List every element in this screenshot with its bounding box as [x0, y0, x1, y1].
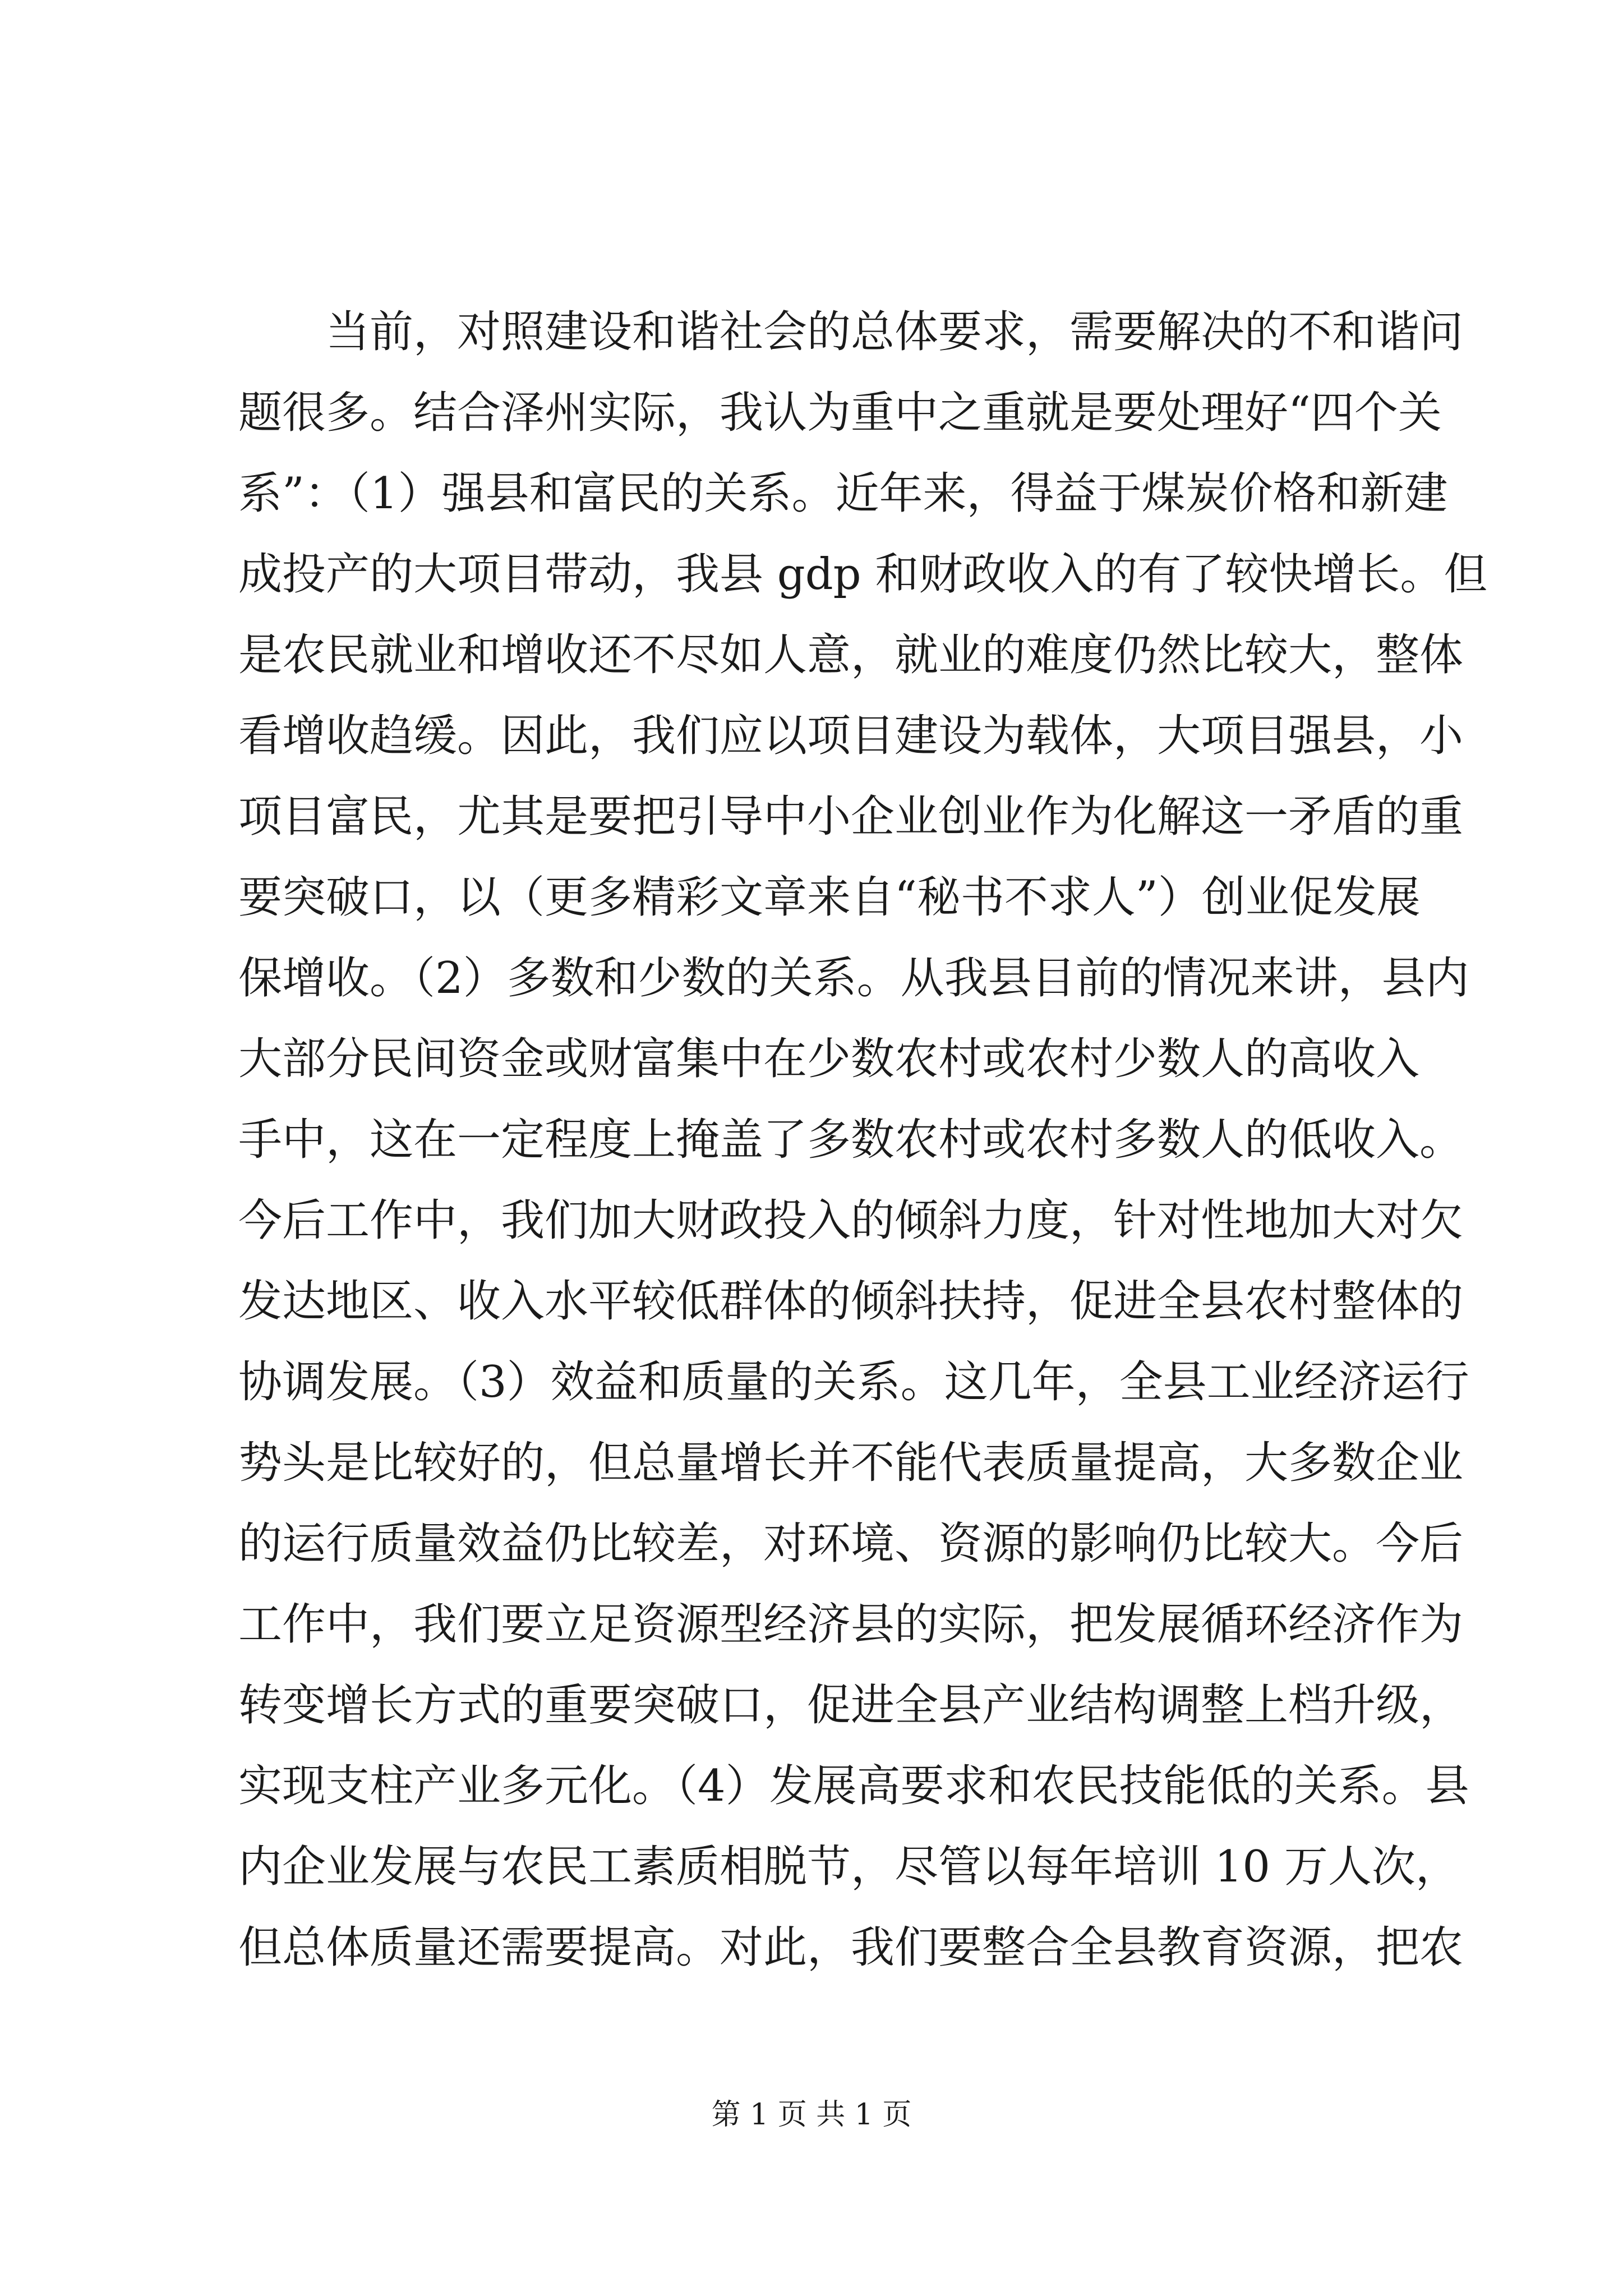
text-line: 题很多。结合泽州实际，我认为重中之重就是要处理好“四个关: [238, 388, 1442, 438]
text-line: 是农民就业和增收还不尽如人意，就业的难度仍然比较大，整体: [238, 630, 1464, 680]
text-line: 看增收趋缓。因此，我们应以项目建设为载体，大项目强县，小: [238, 711, 1464, 761]
text-line: 实现支柱产业多元化。（4）发展高要求和农民技能低的关系。县: [238, 1761, 1469, 1811]
text-line: 内企业发展与农民工素质相脱节，尽管以每年培训 10 万人次，: [238, 1842, 1459, 1892]
text-line: 手中，这在一定程度上掩盖了多数农村或农村多数人的低收入。: [238, 1115, 1464, 1165]
text-line: 当前，对照建设和谐社会的总体要求，需要解决的不和谐问: [326, 307, 1464, 357]
text-line: 大部分民间资金或财富集中在少数农村或农村少数人的高收入: [238, 1034, 1420, 1084]
text-line: 势头是比较好的，但总量增长并不能代表质量提高，大多数企业: [238, 1438, 1464, 1488]
text-line: 转变增长方式的重要突破口，促进全县产业结构调整上档升级，: [238, 1680, 1464, 1731]
text-line: 协调发展。（3）效益和质量的关系。这几年，全县工业经济运行: [238, 1357, 1469, 1407]
text-line: 的运行质量效益仍比较差，对环境、资源的影响仍比较大。今后: [238, 1519, 1464, 1569]
text-line: 保增收。（2）多数和少数的关系。从我县目前的情况来讲，县内: [238, 953, 1469, 1004]
text-line: 但总体质量还需要提高。对此，我们要整合全县教育资源，把农: [238, 1922, 1464, 1973]
text-line: 项目富民，尤其是要把引导中小企业创业作为化解这一矛盾的重: [238, 792, 1464, 842]
text-line: 成投产的大项目带动，我县 gdp 和财政收入的有了较快增长。但: [238, 549, 1488, 600]
text-line: 发达地区、收入水平较低群体的倾斜扶持，促进全县农村整体的: [238, 1276, 1464, 1327]
text-line: 要突破口，以（更多精彩文章来自“秘书不求人”）创业促发展: [238, 872, 1421, 923]
text-line: 今后工作中，我们加大财政投入的倾斜力度，针对性地加大对欠: [238, 1195, 1464, 1246]
text-line: 工作中，我们要立足资源型经济县的实际，把发展循环经济作为: [238, 1599, 1464, 1650]
page-number-footer: 第 1 页 共 1 页: [711, 2098, 912, 2132]
body-paragraph: [238, 292, 1488, 1988]
text-line: 系”：（1）强县和富民的关系。近年来，得益于煤炭价格和新建: [238, 468, 1448, 519]
